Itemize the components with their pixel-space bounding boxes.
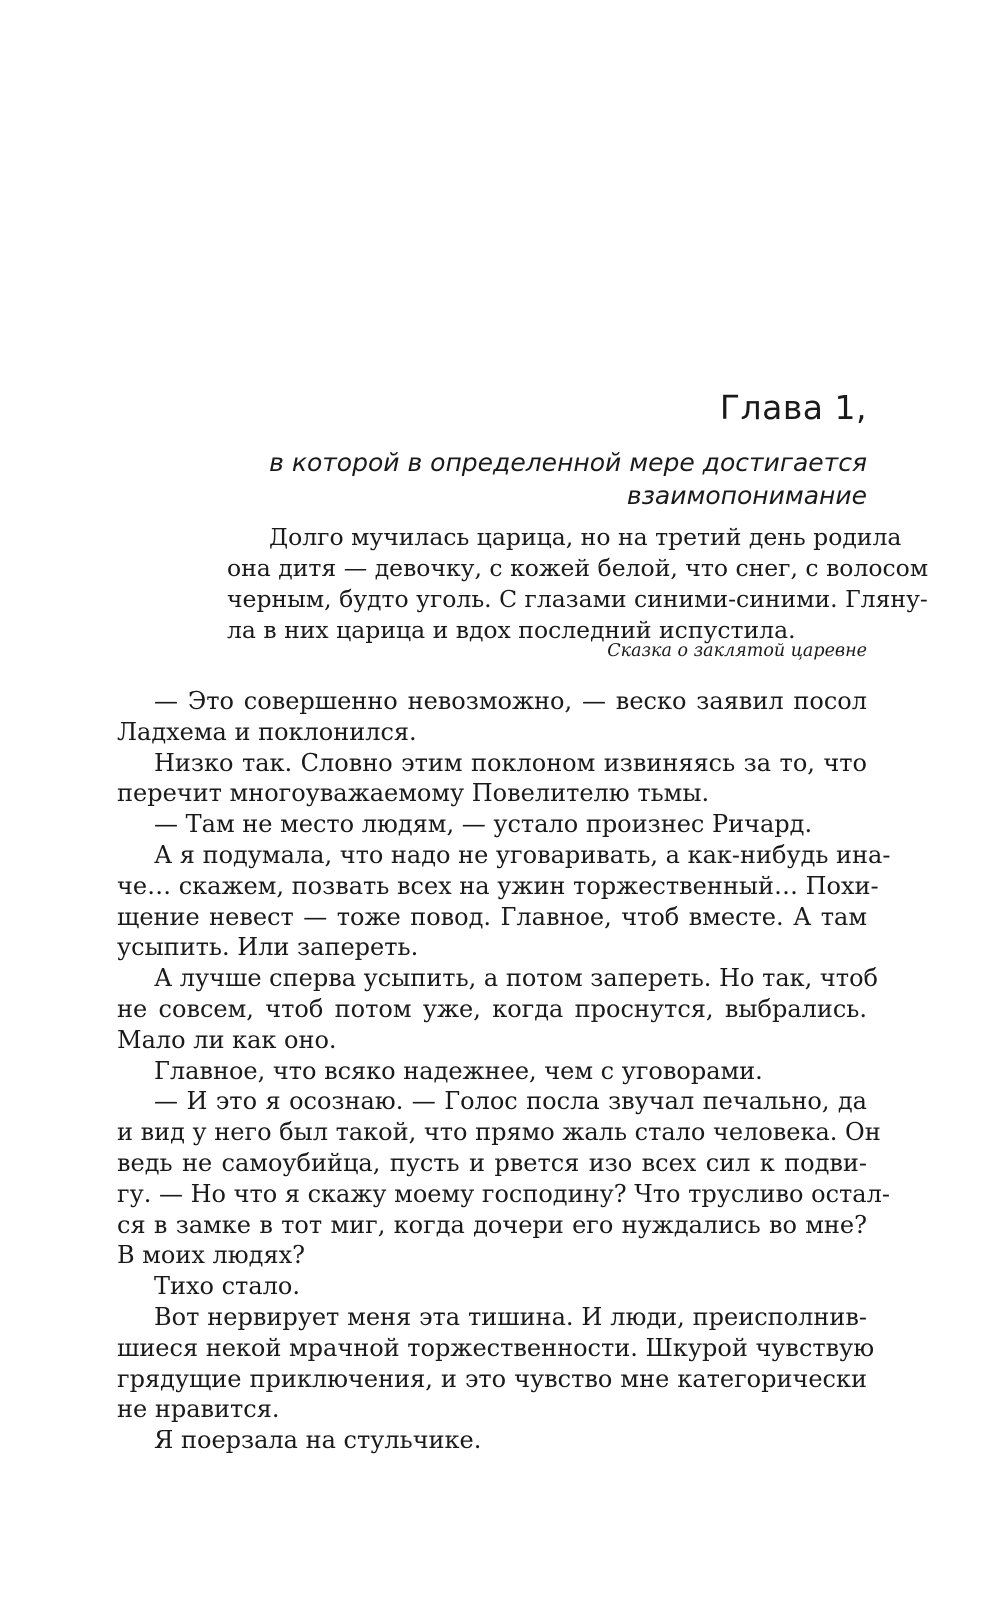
chapter-subtitle-line: взаимопонимание: [626, 481, 867, 510]
epigraph-source: Сказка о заклятой царевне: [607, 641, 867, 661]
text-line: — И это я осознаю. — Голос посла звучал печально, да: [154, 1087, 867, 1116]
text-line: ведь не самоубийца, пусть и рвется изо всех сил к подви-: [117, 1148, 867, 1177]
text-line: Вот нервирует меня эта тишина. И люди, преисполнив-: [154, 1302, 867, 1331]
text-line: А я подумала, что надо не уговаривать, а как-нибудь ина-: [154, 840, 891, 869]
text-line: — Там не место людям, — устало произнес Ричард.: [154, 810, 813, 839]
text-line: Мало ли как оно.: [117, 1025, 337, 1054]
text-line: перечит многоуважаемому Повелителю тьмы.: [117, 779, 710, 808]
text-line: не совсем, чтоб потом уже, когда проснутся, выбрались.: [117, 994, 867, 1023]
text-line: Ладхема и поклонился.: [117, 717, 417, 746]
chapter-subtitle-line: в которой в определенной мере достигается: [269, 448, 867, 477]
text-line: гу. — Но что я скажу моему господину? Что трусливо остал-: [117, 1179, 890, 1208]
text-line: щение невест — тоже повод. Главное, чтоб вместе. А там: [117, 902, 867, 931]
text-line: Главное, что всяко надежнее, чем с уговорами.: [154, 1056, 763, 1085]
epigraph-line: ла в них царица и вдох последний испустила.: [227, 616, 796, 644]
text-line: ся в замке в тот миг, когда дочери его нуждались во мне?: [117, 1210, 867, 1239]
epigraph: [227, 522, 929, 646]
epigraph-line: Долго мучилась царица, но на третий день родила: [269, 523, 902, 551]
epigraph-line: она дитя — девочку, с кожей белой, что снег, с волосом: [227, 554, 929, 582]
text-line: Тихо стало.: [154, 1272, 300, 1301]
body-text: [117, 686, 891, 1456]
chapter-title: Глава 1,: [719, 388, 867, 427]
text-line: че… скажем, позвать всех на ужин торжественный… Похи-: [117, 871, 879, 900]
epigraph-line: черным, будто уголь. С глазами синими-синими. Гляну-: [227, 585, 928, 613]
text-line: Низко так. Словно этим поклоном извиняясь за то, что: [154, 748, 867, 777]
text-line: усыпить. Или запереть.: [117, 933, 419, 962]
text-line: не нравится.: [117, 1395, 280, 1424]
text-line: А лучше сперва усыпить, а потом запереть. Но так, чтоб: [154, 964, 878, 993]
text-line: — Это совершенно невозможно, — веско заявил посол: [154, 687, 867, 715]
text-line: В моих людях?: [117, 1241, 306, 1270]
chapter-subtitle: [267, 446, 867, 512]
text-line: грядущие приключения, и это чувство мне категорически: [117, 1364, 867, 1393]
text-line: шиеся некой мрачной торжественности. Шкурой чувствую: [117, 1333, 875, 1362]
text-line: Я поерзала на стульчике.: [154, 1426, 482, 1455]
text-line: и вид у него был такой, что прямо жаль стало человека. Он: [117, 1118, 881, 1147]
